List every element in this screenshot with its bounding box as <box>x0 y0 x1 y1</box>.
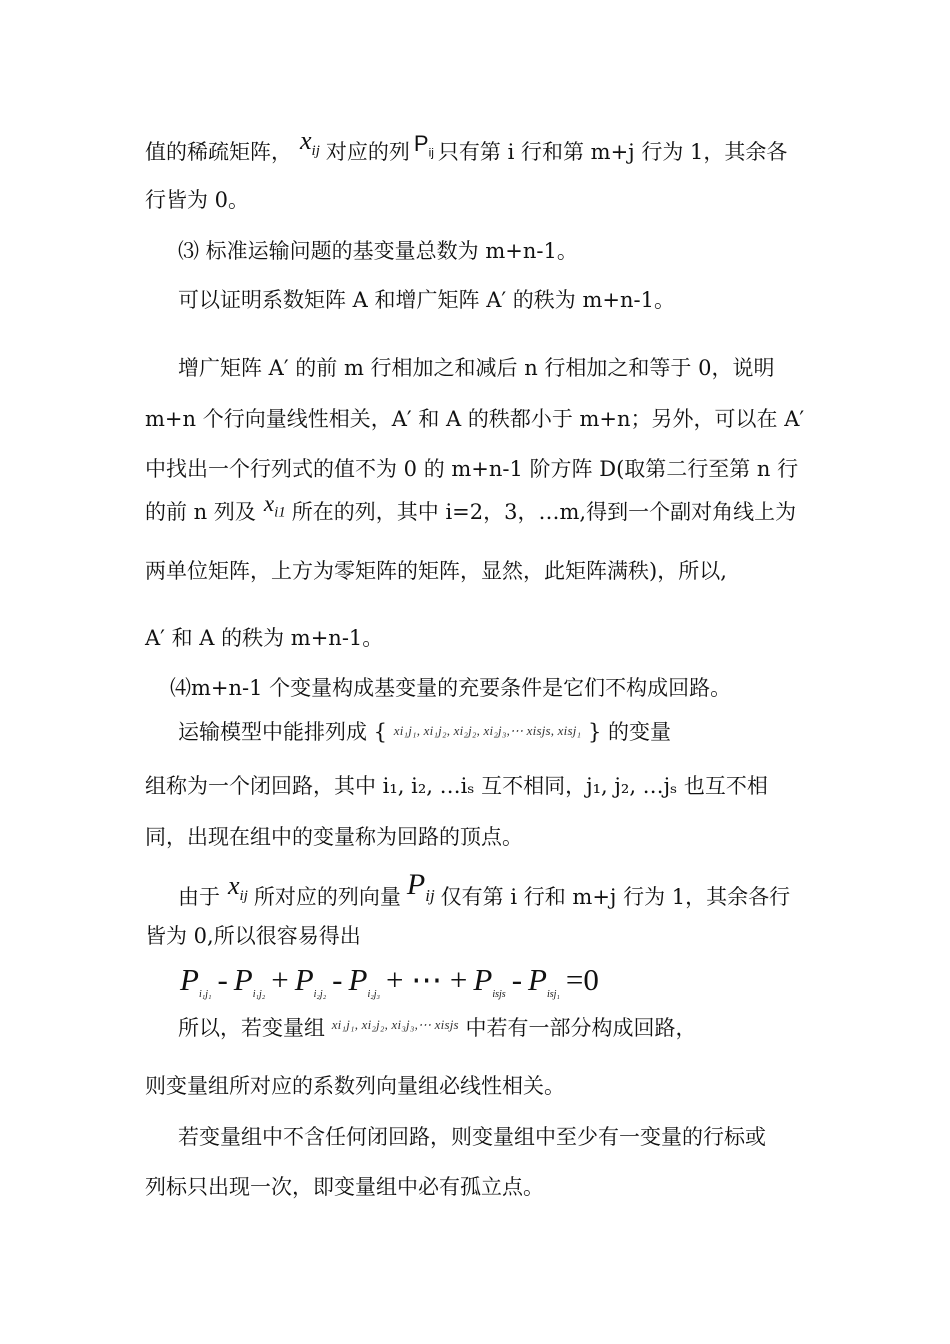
math-closed-loop-sequence: xi₁j₁, xi₁j₂, xi₂j₂, xi₂j₃,⋯ xisjs, xisj₁ <box>393 723 582 738</box>
paragraph-line: 则变量组所对应的系数列向量组必线性相关。 <box>145 1074 565 1098</box>
formula-op: + ⋯ + <box>385 962 468 997</box>
loop-formula <box>180 962 605 1000</box>
formula-sub: i₂j₃ <box>367 989 380 1001</box>
math-x-ij: $x_{ij}$ <box>228 871 248 905</box>
math-p-ij: $P_{ij}$ <box>406 868 435 905</box>
formula-rhs: =0 <box>565 962 599 997</box>
paragraph-line <box>178 722 671 743</box>
math-x-ij: $x_{ij}$ <box>300 126 320 160</box>
formula-sub: i₁j₁ <box>198 989 212 1001</box>
formula-term: P <box>348 962 368 997</box>
formula-op: - <box>511 962 523 997</box>
text: 对应的列 <box>325 140 410 164</box>
formula-sub: i₂j₂ <box>313 989 327 1001</box>
paragraph-line: 组称为一个闭回路，其中 i₁, i₂, …iₛ 互不相同，j₁, j₂, …jₛ 也互不相 <box>145 774 768 798</box>
text: 仅有第 i 行和 m+j 行为 1，其余各行 <box>440 885 791 909</box>
paragraph-line: A′ 和 A 的秩为 m+n-1。 <box>145 626 384 650</box>
section-heading-4: ⑷m+n-1 个变量构成基变量的充要条件是它们不构成回路。 <box>170 676 732 700</box>
formula-op: + <box>271 962 289 997</box>
formula-term: P <box>233 962 253 997</box>
text: 所对应的列向量 <box>253 885 401 909</box>
paragraph-line <box>145 491 797 529</box>
formula-term: P <box>528 962 547 997</box>
text: } 的变量 <box>587 720 671 744</box>
text: 所在的列，其中 i=2，3，…m,得到一个副对角线上为 <box>291 500 797 524</box>
paragraph-line: 若变量组中不含任何闭回路，则变量组中至少有一变量的行标或 <box>178 1125 766 1149</box>
formula-term: P <box>180 962 199 997</box>
formula-sub: i₁j₂ <box>252 989 266 1001</box>
paragraph-line: 列标只出现一次，即变量组中必有孤立点。 <box>145 1175 544 1199</box>
paragraph-line: 皆为 0,所以很容易得出 <box>145 924 361 948</box>
text: 中若有一部分构成回路， <box>465 1016 697 1040</box>
math-x-i1: $x_{i1}$ <box>263 491 286 521</box>
text: 只有第 i 行和第 m+j 行为 1，其余各 <box>437 140 788 164</box>
paragraph-line <box>178 1018 697 1039</box>
formula-op: - <box>332 962 343 997</box>
text: 的前 n 列及 <box>145 500 256 524</box>
section-heading-3: ⑶ 标准运输问题的基变量总数为 m+n-1。 <box>178 239 578 263</box>
text: 所以，若变量组 <box>178 1016 325 1040</box>
paragraph-line: 两单位矩阵，上方为零矩阵的矩阵，显然，此矩阵满秩)，所以, <box>145 559 727 583</box>
formula-term: P <box>294 962 314 997</box>
paragraph-line: 中找出一个行列式的值不为 0 的 m+n-1 阶方阵 D(取第二行至第 n 行 <box>145 457 799 481</box>
paragraph-line: 同，出现在组中的变量称为回路的顶点。 <box>145 825 523 849</box>
paragraph-line: 可以证明系数矩阵 A 和增广矩阵 A′ 的秩为 m+n-1。 <box>178 288 675 312</box>
math-variable-group: xi₁j₁, xi₂j₂, xi₃j₃,⋯ xisjs <box>331 1017 459 1032</box>
paragraph-line: m+n 个行向量线性相关，A′ 和 A 的秩都小于 m+n；另外，可以在 A′ <box>145 407 805 431</box>
formula-term: P <box>473 962 493 997</box>
formula-sub: isjs <box>492 989 506 1001</box>
text: 由于 <box>178 885 220 909</box>
text: 运输模型中能排列成 { <box>178 720 388 744</box>
formula-op: - <box>217 962 228 997</box>
paragraph-line: 增广矩阵 A′ 的前 m 行相加之和减后 n 行相加之和等于 0，说明 <box>178 356 775 380</box>
paragraph-line <box>145 126 788 169</box>
paragraph-line: 行皆为 0。 <box>145 188 250 212</box>
math-p-ij: $P_{ij}$ <box>413 131 434 160</box>
formula-sub: isj₁ <box>546 989 560 1001</box>
paragraph-line <box>178 868 791 914</box>
text: 值的稀疏矩阵， <box>145 140 292 164</box>
